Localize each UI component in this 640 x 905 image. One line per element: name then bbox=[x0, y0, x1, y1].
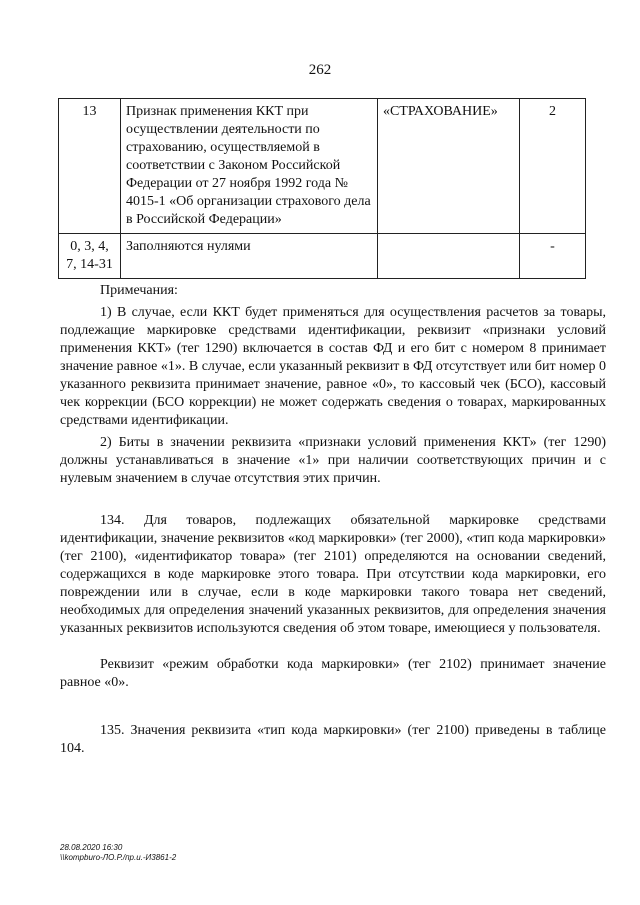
page-number: 262 bbox=[308, 62, 332, 78]
print-path: \\kompburo-ЛО.Р./пр.и.-И3861-2 bbox=[60, 853, 177, 862]
note-2: 2) Биты в значении реквизита «признаки условий применения ККТ» (тег 1290) должны устанавливаться в значение «1» при наличии соответствующих причин и с нулевым значением в случае отсутствия этих причин. bbox=[60, 435, 606, 486]
paragraph-135: 135. Значения реквизита «тип кода маркировки» (тег 2100) приведены в таблице 104. bbox=[60, 723, 606, 756]
row-number: 0, 3, 4, 7, 14-31 bbox=[59, 234, 121, 279]
print-timestamp: 28.08.2020 16:30 bbox=[60, 843, 123, 852]
paragraph-134-mode: Реквизит «режим обработки кода маркировки» (тег 2102) принимает значение равное «0». bbox=[60, 657, 606, 690]
row-number: 13 bbox=[59, 99, 121, 234]
row-code: - bbox=[519, 234, 585, 279]
row-description: Признак применения ККТ при осуществлении деятельности по страхованию, осуществляемой в соответствии с Законом Российской Федерации от 27 ноября 1992 года № 4015-1 «Об организации страхового дела в Российской Федерации» bbox=[121, 99, 378, 234]
note-1: 1) В случае, если ККТ будет применяться для осуществления расчетов за товары, подлежащие маркировке средствами идентификации, реквизит «признаки условий применения ККТ» (тег 1290) включается в состав ФД и его бит с номером 8 принимает значение равное «1». В случае, если указанный реквизит в ФД отсутствует или бит номер 0 указанного реквизита принимает значение, равное «0», то кассовый чек (БСО), кассовый чек коррекции (БСО коррекции) не может содержать сведения о товарах, маркированных средствами идентификации. bbox=[60, 305, 606, 428]
row-description: Заполняются нулями bbox=[121, 234, 378, 279]
row-value: «СТРАХОВАНИЕ» bbox=[377, 99, 519, 234]
paragraph-134: 134. Для товаров, подлежащих обязательной маркировке средствами идентификации, значение реквизитов «код маркировки» (тег 2000), «тип кода маркировки» (тег 2100), «идентификатор товара» (тег 2101) определяются на основании сведений, содержащихся в коде маркировке этого товара. При отсутствии кода маркировки, его повреждении или в случае, если в коде маркировки такого товара нет сведений, необходимых для определения значений указанных реквизитов, для определения значения указанных реквизитов используются сведения об этом товаре, имеющиеся у пользователя. bbox=[60, 513, 606, 636]
notes-heading: Примечания: bbox=[100, 283, 178, 298]
table-row bbox=[59, 234, 586, 279]
row-code: 2 bbox=[519, 99, 585, 234]
row-value bbox=[377, 234, 519, 279]
attribute-table bbox=[58, 98, 586, 279]
print-footer bbox=[60, 843, 176, 863]
table-row bbox=[59, 99, 586, 234]
